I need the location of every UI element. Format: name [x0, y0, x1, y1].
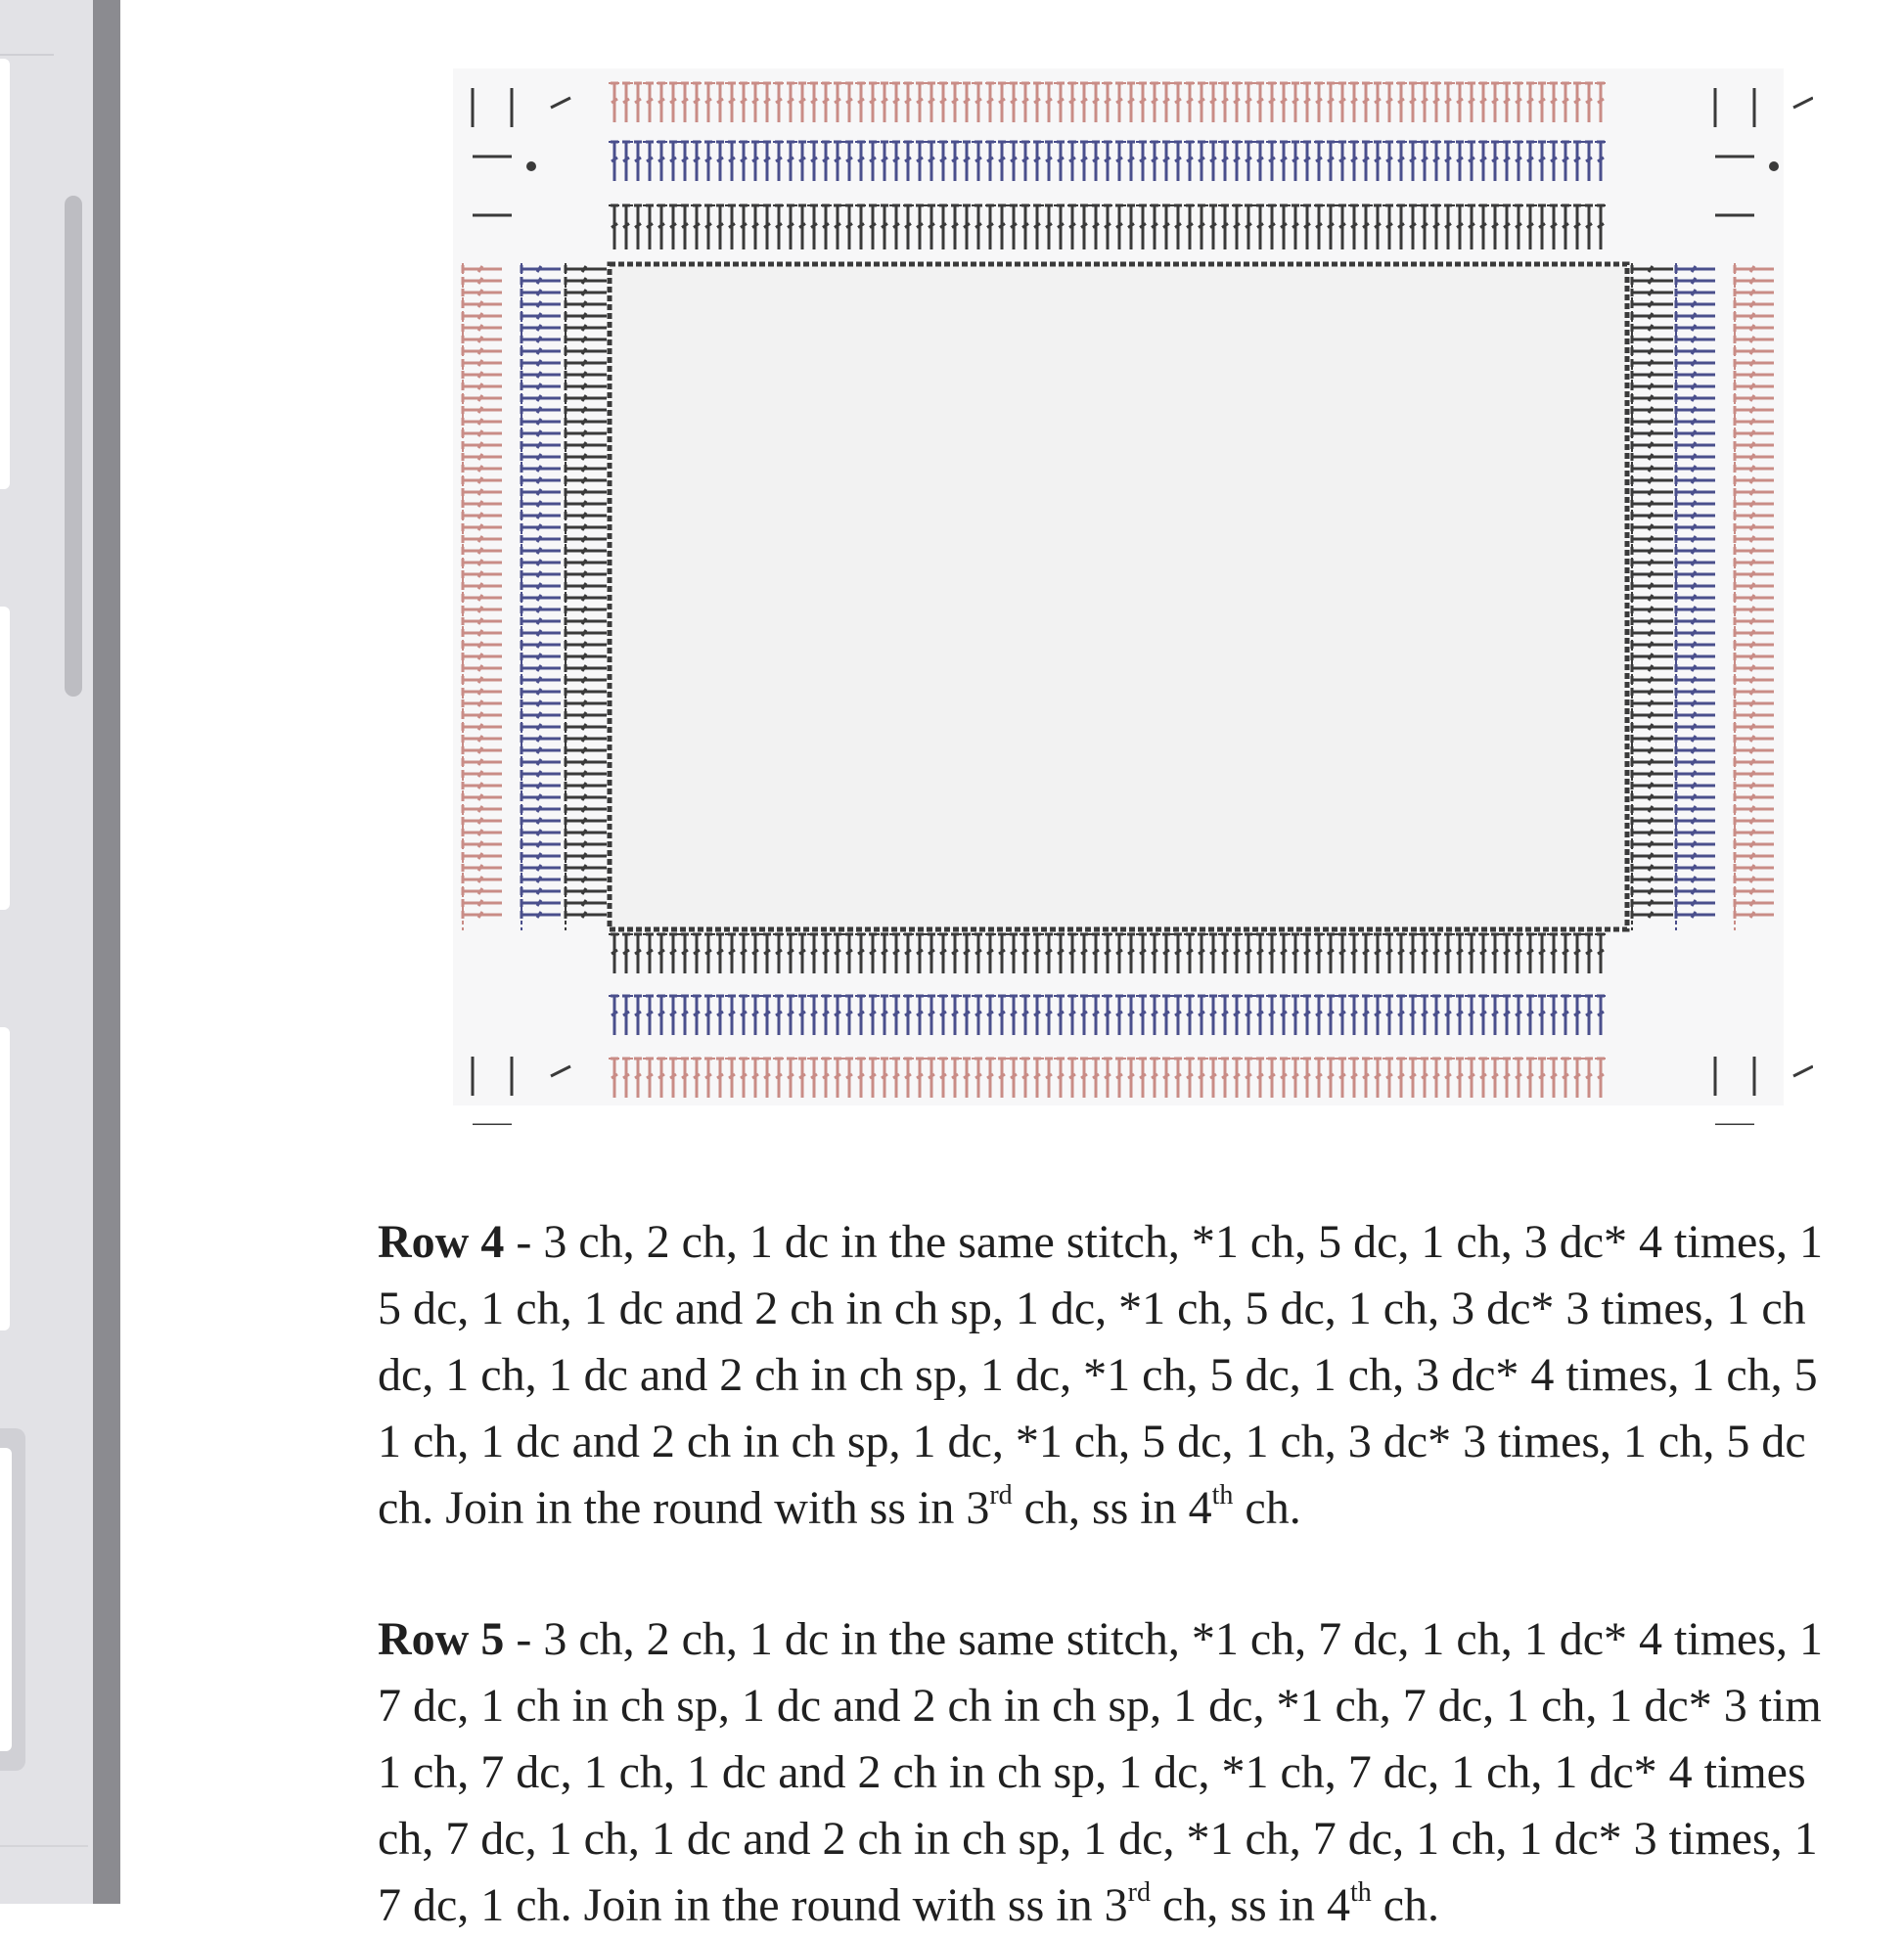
page-thumbnail-sidebar [0, 0, 93, 1904]
center-panel [610, 264, 1627, 929]
row-5-line: 7 dc, 1 ch in ch sp, 1 dc and 2 ch in ch sp, 1 dc, *1 ch, 7 dc, 1 ch, 1 dc* 3 tim [378, 1680, 1822, 1732]
superscript: th [1211, 1480, 1234, 1511]
row-4-line: dc, 1 ch, 1 dc and 2 ch in ch sp, 1 dc, *1 ch, 5 dc, 1 ch, 3 dc* 4 times, 1 ch, 5 [378, 1349, 1818, 1401]
row-5-line [378, 1606, 1904, 1673]
row-5-text: 7 dc, 1 ch. Join in the round with ss in 3 [378, 1879, 1128, 1931]
row-5-text: ch. [1371, 1879, 1440, 1931]
row-4-text: ch. Join in the round with ss in 3 [378, 1482, 990, 1534]
corner-knot [1769, 161, 1779, 171]
row-4-instructions [378, 1209, 1904, 1542]
page-thumbnail[interactable] [0, 59, 10, 489]
superscript: rd [1127, 1877, 1151, 1908]
selected-page-thumbnail[interactable] [0, 1428, 25, 1771]
row-4-text: ch, ss in 4 [1012, 1482, 1212, 1534]
row-5-text: ch, ss in 4 [1150, 1879, 1350, 1931]
crochet-chart-svg [414, 59, 1813, 1125]
row-5-text: - 3 ch, 2 ch, 1 dc in the same stitch, *1 ch, 7 dc, 1 ch, 1 dc* 4 times, 1 [504, 1613, 1824, 1665]
crochet-chart-diagram [414, 59, 1813, 1125]
row-5-line: ch, 7 dc, 1 ch, 1 dc and 2 ch in ch sp, 1 dc, *1 ch, 7 dc, 1 ch, 1 dc* 3 times, 1 [378, 1813, 1818, 1865]
row-4-label: Row 4 [378, 1216, 505, 1268]
sidebar-divider [0, 54, 54, 56]
row-5-label: Row 5 [378, 1613, 505, 1665]
selected-page-thumbnail-preview [0, 1448, 12, 1751]
row-4-line: 5 dc, 1 ch, 1 dc and 2 ch in ch sp, 1 dc, *1 ch, 5 dc, 1 ch, 3 dc* 3 times, 1 ch [378, 1283, 1806, 1334]
page-thumbnail[interactable] [0, 1027, 10, 1330]
row-5-line [378, 1872, 1904, 1939]
row-5-line: 1 ch, 7 dc, 1 ch, 1 dc and 2 ch in ch sp, 1 dc, *1 ch, 7 dc, 1 ch, 1 dc* 4 times [378, 1746, 1806, 1798]
row-4-line [378, 1209, 1904, 1276]
page-thumbnail[interactable] [0, 607, 10, 910]
row-4-line: 1 ch, 1 dc and 2 ch in ch sp, 1 dc, *1 ch, 5 dc, 1 ch, 3 dc* 3 times, 1 ch, 5 dc [378, 1416, 1806, 1467]
sidebar-bottom-divider [0, 1845, 88, 1847]
superscript: rd [989, 1480, 1013, 1511]
row-4-line [378, 1475, 1904, 1542]
sidebar-scrollbar-thumb[interactable] [65, 196, 82, 697]
row-5-instructions [378, 1606, 1904, 1939]
row-4-text: - 3 ch, 2 ch, 1 dc in the same stitch, *1 ch, 5 dc, 1 ch, 3 dc* 4 times, 1 [504, 1216, 1824, 1268]
sidebar-border [93, 0, 120, 1904]
document-page [120, 0, 1904, 1931]
superscript: th [1349, 1877, 1372, 1908]
row-4-text: ch. [1233, 1482, 1301, 1534]
corner-knot [526, 161, 536, 171]
